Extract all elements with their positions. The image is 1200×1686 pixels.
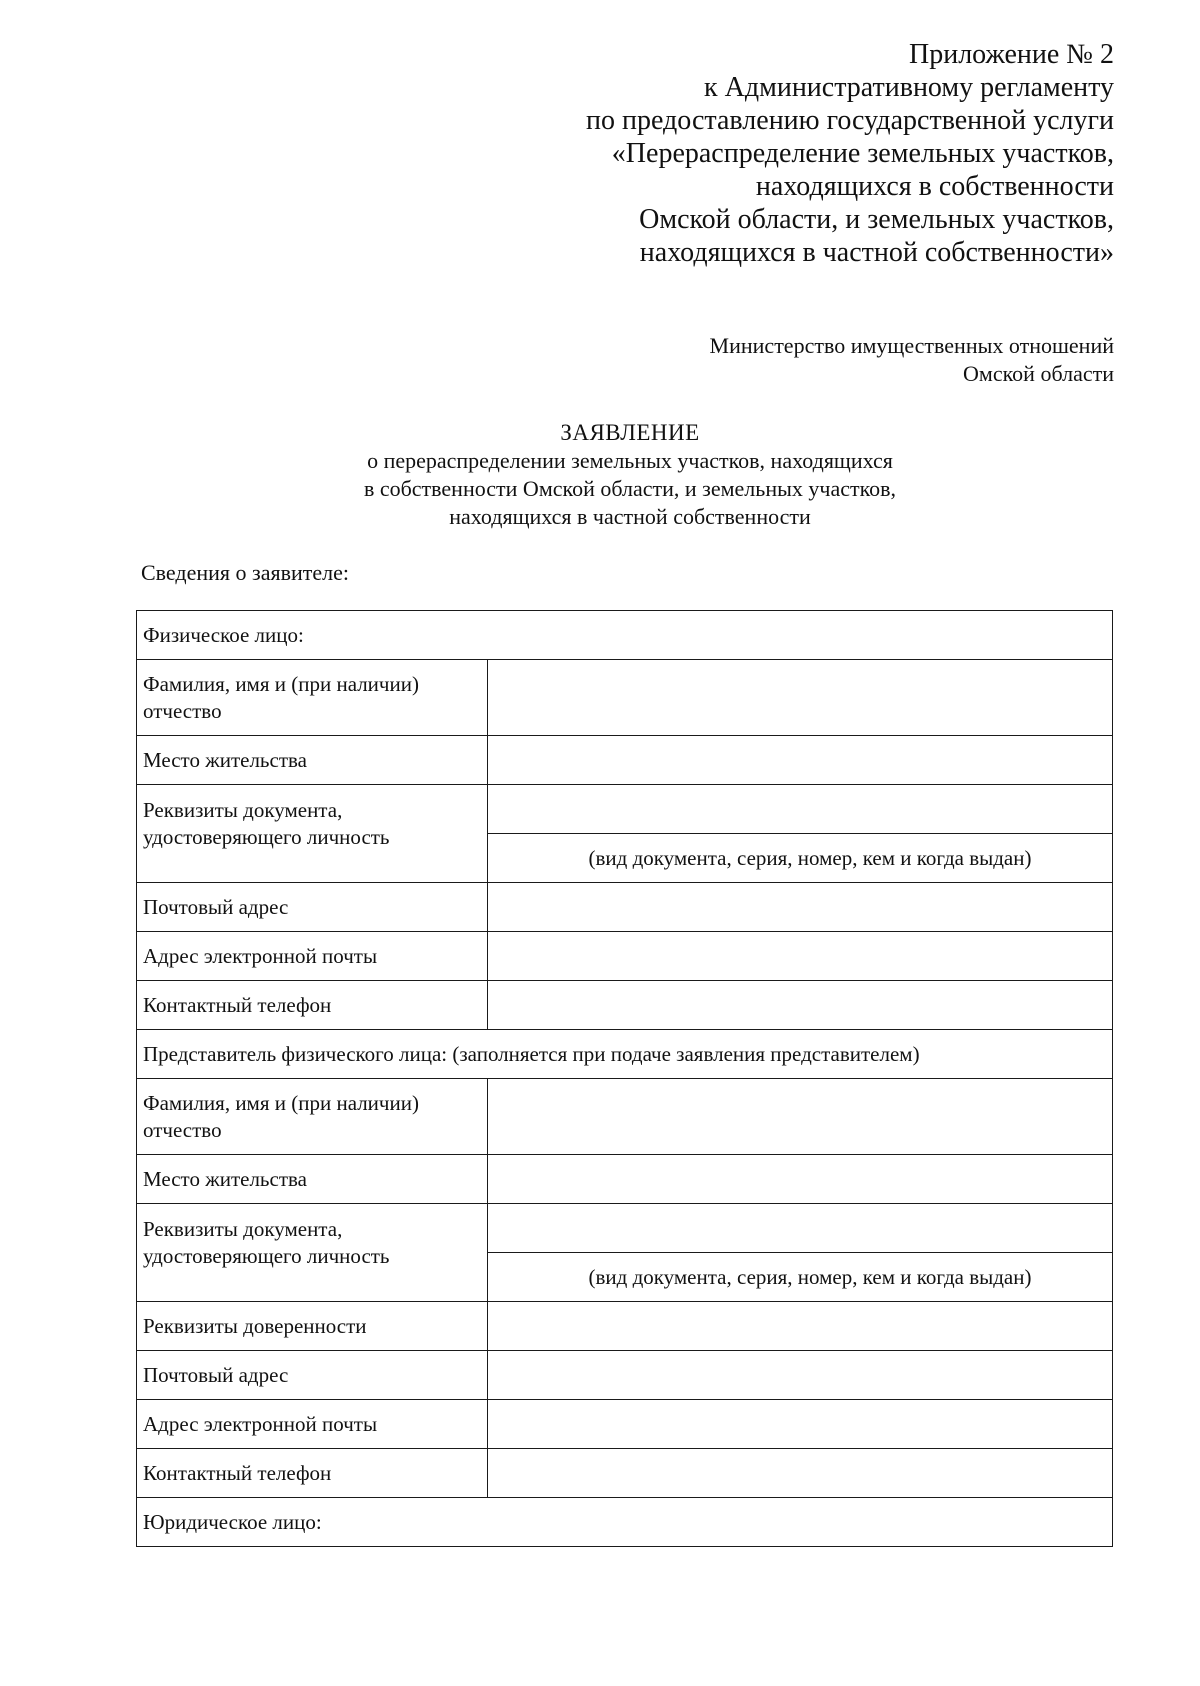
- applicant-heading: Сведения о заявителе:: [141, 560, 350, 585]
- label-line: удостоверяющего личность: [143, 1244, 390, 1268]
- document-title-sub: находящихся в частной собственности: [449, 504, 811, 529]
- individual-full-name-label: [137, 660, 488, 736]
- appendix-line: Омской области, и земельных участков,: [639, 204, 1114, 235]
- ministry-line: Омской области: [963, 361, 1114, 386]
- ministry-line: Министерство имущественных отношений: [709, 333, 1114, 358]
- representative-full-name-label: [137, 1079, 488, 1155]
- label-line: отчество: [143, 1117, 222, 1142]
- representative-section-header: Представитель физического лица: (заполняется при подаче заявления представителем): [137, 1030, 1113, 1079]
- label-line: Фамилия, имя и (при наличии): [143, 671, 419, 696]
- individual-section-header: Физическое лицо:: [137, 611, 1113, 660]
- individual-residence-field[interactable]: [488, 736, 1113, 785]
- representative-phone-field[interactable]: [488, 1449, 1113, 1498]
- representative-power-of-attorney-field[interactable]: [488, 1302, 1113, 1351]
- label-line: Реквизиты документа,: [143, 798, 343, 822]
- appendix-line: находящихся в собственности: [755, 171, 1114, 202]
- representative-residence-label: Место жительства: [137, 1155, 488, 1204]
- label-line: отчество: [143, 698, 222, 723]
- appendix-line: «Перераспределение земельных участков,: [611, 138, 1114, 169]
- representative-power-of-attorney-label: Реквизиты доверенности: [137, 1302, 488, 1351]
- appendix-line: Приложение № 2: [909, 39, 1114, 70]
- appendix-line: находящихся в частной собственности»: [639, 237, 1114, 268]
- individual-phone-label: Контактный телефон: [137, 981, 488, 1030]
- representative-residence-field[interactable]: [488, 1155, 1113, 1204]
- document-title-sub: в собственности Омской области, и земельных участков,: [363, 476, 897, 501]
- document-title-sub: о перераспределении земельных участков, находящихся: [367, 448, 893, 473]
- individual-residence-label: Место жительства: [137, 736, 488, 785]
- label-line: Фамилия, имя и (при наличии): [143, 1090, 419, 1115]
- representative-postal-address-field[interactable]: [488, 1351, 1113, 1400]
- appendix-reference: [414, 38, 1114, 269]
- representative-id-doc-label: [137, 1204, 488, 1302]
- label-line: Реквизиты документа,: [143, 1217, 343, 1241]
- representative-email-field[interactable]: [488, 1400, 1113, 1449]
- representative-phone-label: Контактный телефон: [137, 1449, 488, 1498]
- applicant-form-table: [136, 610, 1113, 1547]
- individual-id-doc-label: [137, 785, 488, 883]
- label-line: удостоверяющего личность: [143, 825, 390, 849]
- individual-full-name-field[interactable]: [488, 660, 1113, 736]
- individual-phone-field[interactable]: [488, 981, 1113, 1030]
- document-title: [280, 419, 980, 531]
- representative-id-doc-hint: (вид документа, серия, номер, кем и когда выдан): [488, 1253, 1113, 1302]
- individual-email-field[interactable]: [488, 932, 1113, 981]
- ministry-addressee: [514, 332, 1114, 388]
- appendix-line: к Административному регламенту: [704, 72, 1114, 103]
- individual-email-label: Адрес электронной почты: [137, 932, 488, 981]
- individual-postal-address-field[interactable]: [488, 883, 1113, 932]
- legal-entity-section-header: Юридическое лицо:: [137, 1498, 1113, 1547]
- representative-id-doc-field[interactable]: [488, 1204, 1113, 1253]
- individual-id-doc-hint: (вид документа, серия, номер, кем и когда выдан): [488, 834, 1113, 883]
- individual-postal-address-label: Почтовый адрес: [137, 883, 488, 932]
- document-title-main: ЗАЯВЛЕНИЕ: [560, 420, 700, 445]
- appendix-line: по предоставлению государственной услуги: [586, 105, 1114, 136]
- representative-postal-address-label: Почтовый адрес: [137, 1351, 488, 1400]
- individual-id-doc-field[interactable]: [488, 785, 1113, 834]
- representative-email-label: Адрес электронной почты: [137, 1400, 488, 1449]
- representative-full-name-field[interactable]: [488, 1079, 1113, 1155]
